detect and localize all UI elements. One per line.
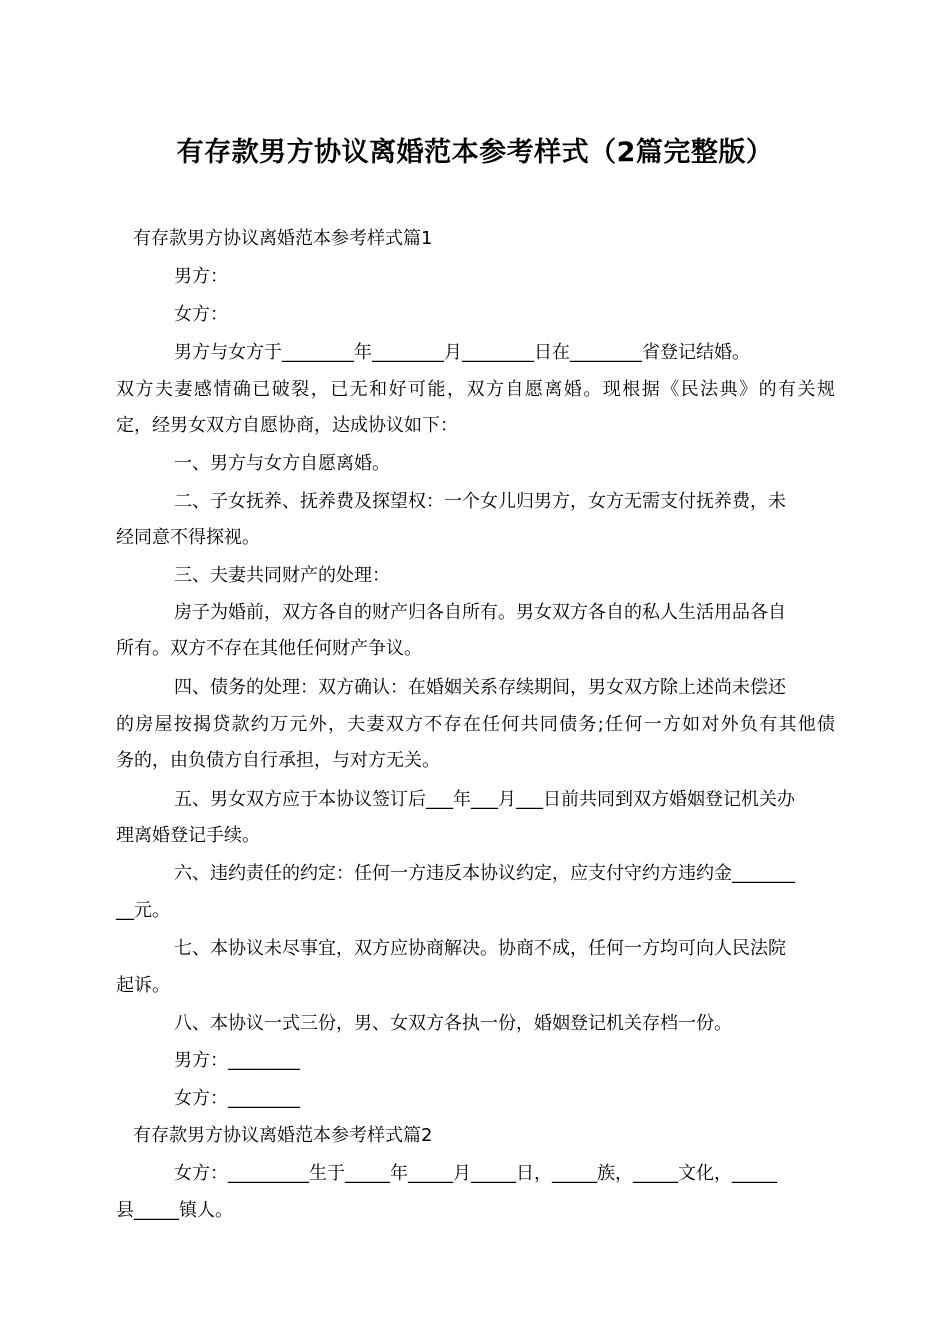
document-title: 有存款男方协议离婚范本参考样式（2篇完整版） (176, 137, 774, 168)
doc2-female-line-1: 女方：_________生于_____年_____月_____日，_____族，_____文化，_____ (174, 1163, 777, 1184)
female-party-label: 女方： (174, 304, 228, 325)
section-heading-2: 有存款男方协议离婚范本参考样式篇2 (133, 1125, 433, 1146)
male-party-label: 男方： (174, 266, 228, 287)
clause-5-line-2: 理离婚登记手续。 (116, 825, 260, 846)
signature-male: 男方：________ (174, 1050, 300, 1071)
clause-3: 三、夫妻共同财产的处理： (174, 565, 390, 586)
clause-3-detail-line-2: 所有。双方不存在其他任何财产争议。 (116, 638, 422, 659)
clause-1: 一、男方与女方自愿离婚。 (174, 453, 390, 474)
paragraph-marriage-line-3: 定，经男女双方自愿协商，达成协议如下： (116, 415, 458, 436)
doc2-female-line-2: 县_____镇人。 (116, 1200, 233, 1221)
signature-female: 女方：________ (174, 1088, 300, 1109)
clause-4-line-2: 的房屋按揭贷款约万元外，夫妻双方不存在任何共同债务;任何一方如对外负有其他债 (116, 714, 835, 735)
clause-6-line-1: 六、违约责任的约定：任何一方违反本协议约定，应支付守约方违约金_______ (174, 863, 795, 884)
clause-7-line-1: 七、本协议未尽事宜，双方应协商解决。协商不成，任何一方均可向人民法院 (174, 938, 786, 959)
section-heading-1: 有存款男方协议离婚范本参考样式篇1 (133, 228, 433, 249)
clause-3-detail-line-1: 房子为婚前，双方各自的财产归各自所有。男女双方各自的私人生活用品各自 (174, 602, 786, 623)
clause-4-line-1: 四、债务的处理：双方确认：在婚姻关系存续期间，男女双方除上述尚未偿还 (174, 677, 786, 698)
clause-2-line-1: 二、子女抚养、抚养费及探望权：一个女儿归男方，女方无需支付抚养费，未 (174, 491, 786, 512)
clause-2-line-2: 经同意不得探视。 (116, 527, 260, 548)
clause-6-line-2: __元。 (116, 900, 170, 921)
clause-5-line-1: 五、男女双方应于本协议签订后___年___月___日前共同到双方婚姻登记机关办 (174, 789, 795, 810)
clause-7-line-2: 起诉。 (116, 975, 170, 996)
clause-4-line-3: 务的，由负债方自行承担，与对方无关。 (116, 750, 440, 771)
paragraph-marriage-line-2: 双方夫妻感情确已破裂，已无和好可能，双方自愿离婚。现根据《民法典》的有关规 (116, 379, 835, 400)
paragraph-marriage-line-1: 男方与女方于________年________月________日在________省登记结婚。 (174, 342, 750, 363)
clause-8: 八、本协议一式三份，男、女双方各执一份，婚姻登记机关存档一份。 (174, 1013, 732, 1034)
